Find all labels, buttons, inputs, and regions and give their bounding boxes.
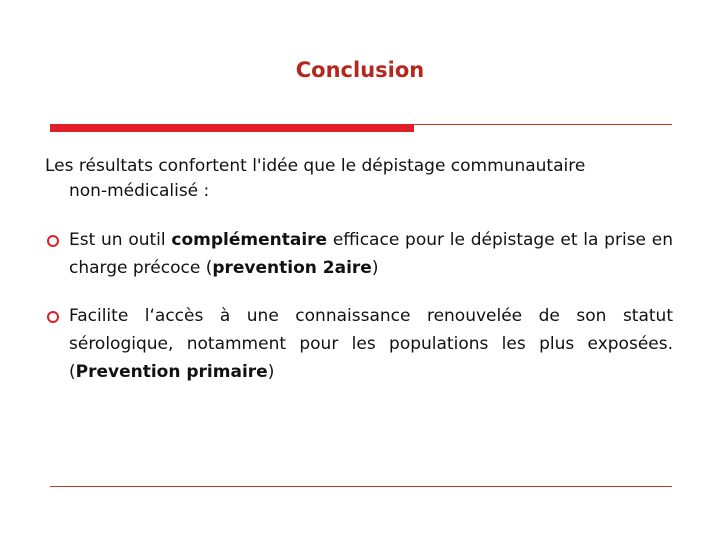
bullet-bold-prevention-primaire: Prevention primaire — [75, 362, 268, 382]
bullet-text — [69, 302, 673, 386]
slide-title: Conclusion — [295, 58, 425, 82]
title-underline-thin — [414, 124, 672, 125]
bullet-item-access — [45, 302, 673, 386]
intro-line-1: Les résultats confortent l'idée que le dépistage communautaire — [45, 156, 586, 176]
bullet-text-mid: efficace pour le dépistage et la prise en charge précoce ( — [69, 230, 673, 278]
bullet-text-post: ) — [371, 258, 379, 278]
bullet-text-pre: Est un outil — [69, 230, 172, 250]
intro-paragraph — [45, 154, 675, 204]
bullet-bold-prevention-2aire: prevention 2aire — [212, 258, 372, 278]
bullet-item-complementary — [45, 226, 673, 282]
footer-rule — [50, 486, 672, 487]
intro-line-2: non-médicalisé : — [69, 181, 210, 201]
bullet-text-post: ) — [267, 362, 275, 382]
title-underline-thick — [50, 124, 414, 132]
bullet-bold-complementaire: complémentaire — [171, 230, 328, 250]
circle-bullet-icon — [47, 311, 59, 323]
bullet-text-pre: Facilite l‘accès à une connaissance renouvelée de son statut sérologique, notamment pour les populations les plus exposées. ( — [69, 306, 673, 382]
bullet-text — [69, 226, 673, 282]
circle-bullet-icon — [47, 235, 59, 247]
